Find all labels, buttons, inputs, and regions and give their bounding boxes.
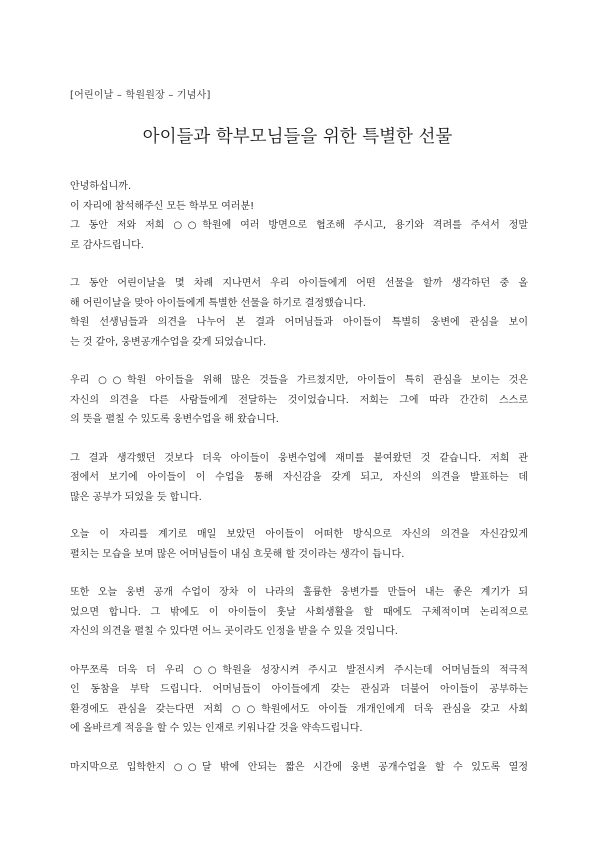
document-category-tag: [어린이날 – 학원원장 – 기념사] xyxy=(70,90,211,101)
text-line: 점에서 보기에 아이들이 이 수업을 통해 자신감을 갖게 되고, 자신의 의견을 발표하는 데 xyxy=(70,472,528,483)
paragraph xyxy=(70,583,528,642)
text-line: 그 동안 저와 저희 ○○학원에 여러 방면으로 협조해 주시고, 용기와 격려를 주셔서 정말 xyxy=(70,220,528,231)
paragraph-gap xyxy=(70,255,528,274)
text-line: 마지막으로 입학한지 ○○달 밖에 안되는 짧은 시간에 웅변 공개수업을 할 수 있도록 열정 xyxy=(70,761,528,773)
text-line: 는 것 같아, 웅변공개수업을 갖게 되었습니다. xyxy=(70,336,267,348)
text-line: 우리 ○○학원 아이들을 위해 많은 것들을 가르쳤지만, 아이들이 특히 관심을 보이는 것은 xyxy=(70,375,528,386)
text-line: 학원 선생님들과 의견을 나누어 본 결과 어머님들과 아이들이 특별히 웅변에 관심을 보이 xyxy=(70,317,528,328)
paragraph xyxy=(70,525,528,564)
document-title: 아이들과 학부모님들을 위한 특별한 선물 xyxy=(142,127,453,147)
text-line: 아무쪼록 더욱 더 우리 ○○학원을 성장시켜 주시고 발전시켜 주시는데 어머님들의 적극적 xyxy=(70,664,528,676)
text-line: 자신의 의견을 다른 사람들에게 전달하는 것이었습니다. 저희는 그에 따라 간간히 스스로 xyxy=(70,394,528,406)
text-line: 에 올바르게 적응을 할 수 있는 인재로 키워나갈 것을 약속드립니다. xyxy=(70,723,363,734)
text-line: 또한 오늘 웅변 공개 수업이 장차 이 나라의 훌륭한 웅변가를 만들어 내는 좋은 계기가 되 xyxy=(70,587,528,598)
paragraph xyxy=(70,371,528,430)
speech-body xyxy=(70,177,528,777)
paragraph-gap xyxy=(70,564,528,583)
text-line: 그 결과 생각했던 것보다 더욱 아이들이 웅변수업에 재미를 붙여왔던 것 같습니다. 저희 관 xyxy=(70,452,528,464)
text-line: 안녕하십니까. xyxy=(70,181,132,192)
text-line: 었으면 합니다. 그 밖에도 이 아이들이 훗날 사회생활을 할 때에도 구체적이며 논리적으로 xyxy=(70,606,528,618)
text-line: 로 감사드립니다. xyxy=(70,239,144,251)
text-line: 펼치는 모습을 보며 많은 어머님들이 내심 흐뭇해 할 것이라는 생각이 듭니다. xyxy=(70,548,405,560)
paragraph-gap xyxy=(70,352,528,371)
text-line: 그 동안 어린이날을 몇 차례 지나면서 우리 아이들에게 어떤 선물을 할까 생각하던 중 올 xyxy=(70,278,528,289)
text-line: 해 어린이날을 맞아 아이들에게 특별한 선물을 하기로 결정했습니다. xyxy=(70,297,366,309)
text-line: 오늘 이 자리를 계기로 매일 보았던 아이들이 어떠한 방식으로 자신의 의견을 자신감있게 xyxy=(70,529,528,540)
paragraph xyxy=(70,661,528,739)
paragraph xyxy=(70,449,528,508)
paragraph xyxy=(70,274,528,352)
paragraph xyxy=(70,758,528,778)
text-line: 많은 공부가 되었을 듯 합니다. xyxy=(70,491,202,503)
paragraph xyxy=(70,177,528,255)
text-line: 의 뜻을 펼칠 수 있도록 웅변수업을 해 왔습니다. xyxy=(70,414,279,425)
paragraph-gap xyxy=(70,430,528,449)
text-line: 이 자리에 참석해주신 모든 학부모 여러분! xyxy=(70,200,255,212)
text-line: 자신의 의견을 펼칠 수 있다면 어느 곳이라도 인정을 받을 수 있을 것입니다. xyxy=(70,626,398,637)
text-line: 환경에도 관심을 갖는다면 저희 ○○학원에서도 아이들 개개인에게 더욱 관심을 갖고 사회 xyxy=(70,703,528,715)
text-line: 인 동참을 부탁 드립니다. 어머님들이 아이들에게 갖는 관심과 더불어 아이들이 공부하는 xyxy=(70,684,528,695)
paragraph-gap xyxy=(70,507,528,525)
paragraph-gap xyxy=(70,642,528,661)
paragraph-gap xyxy=(70,739,528,758)
